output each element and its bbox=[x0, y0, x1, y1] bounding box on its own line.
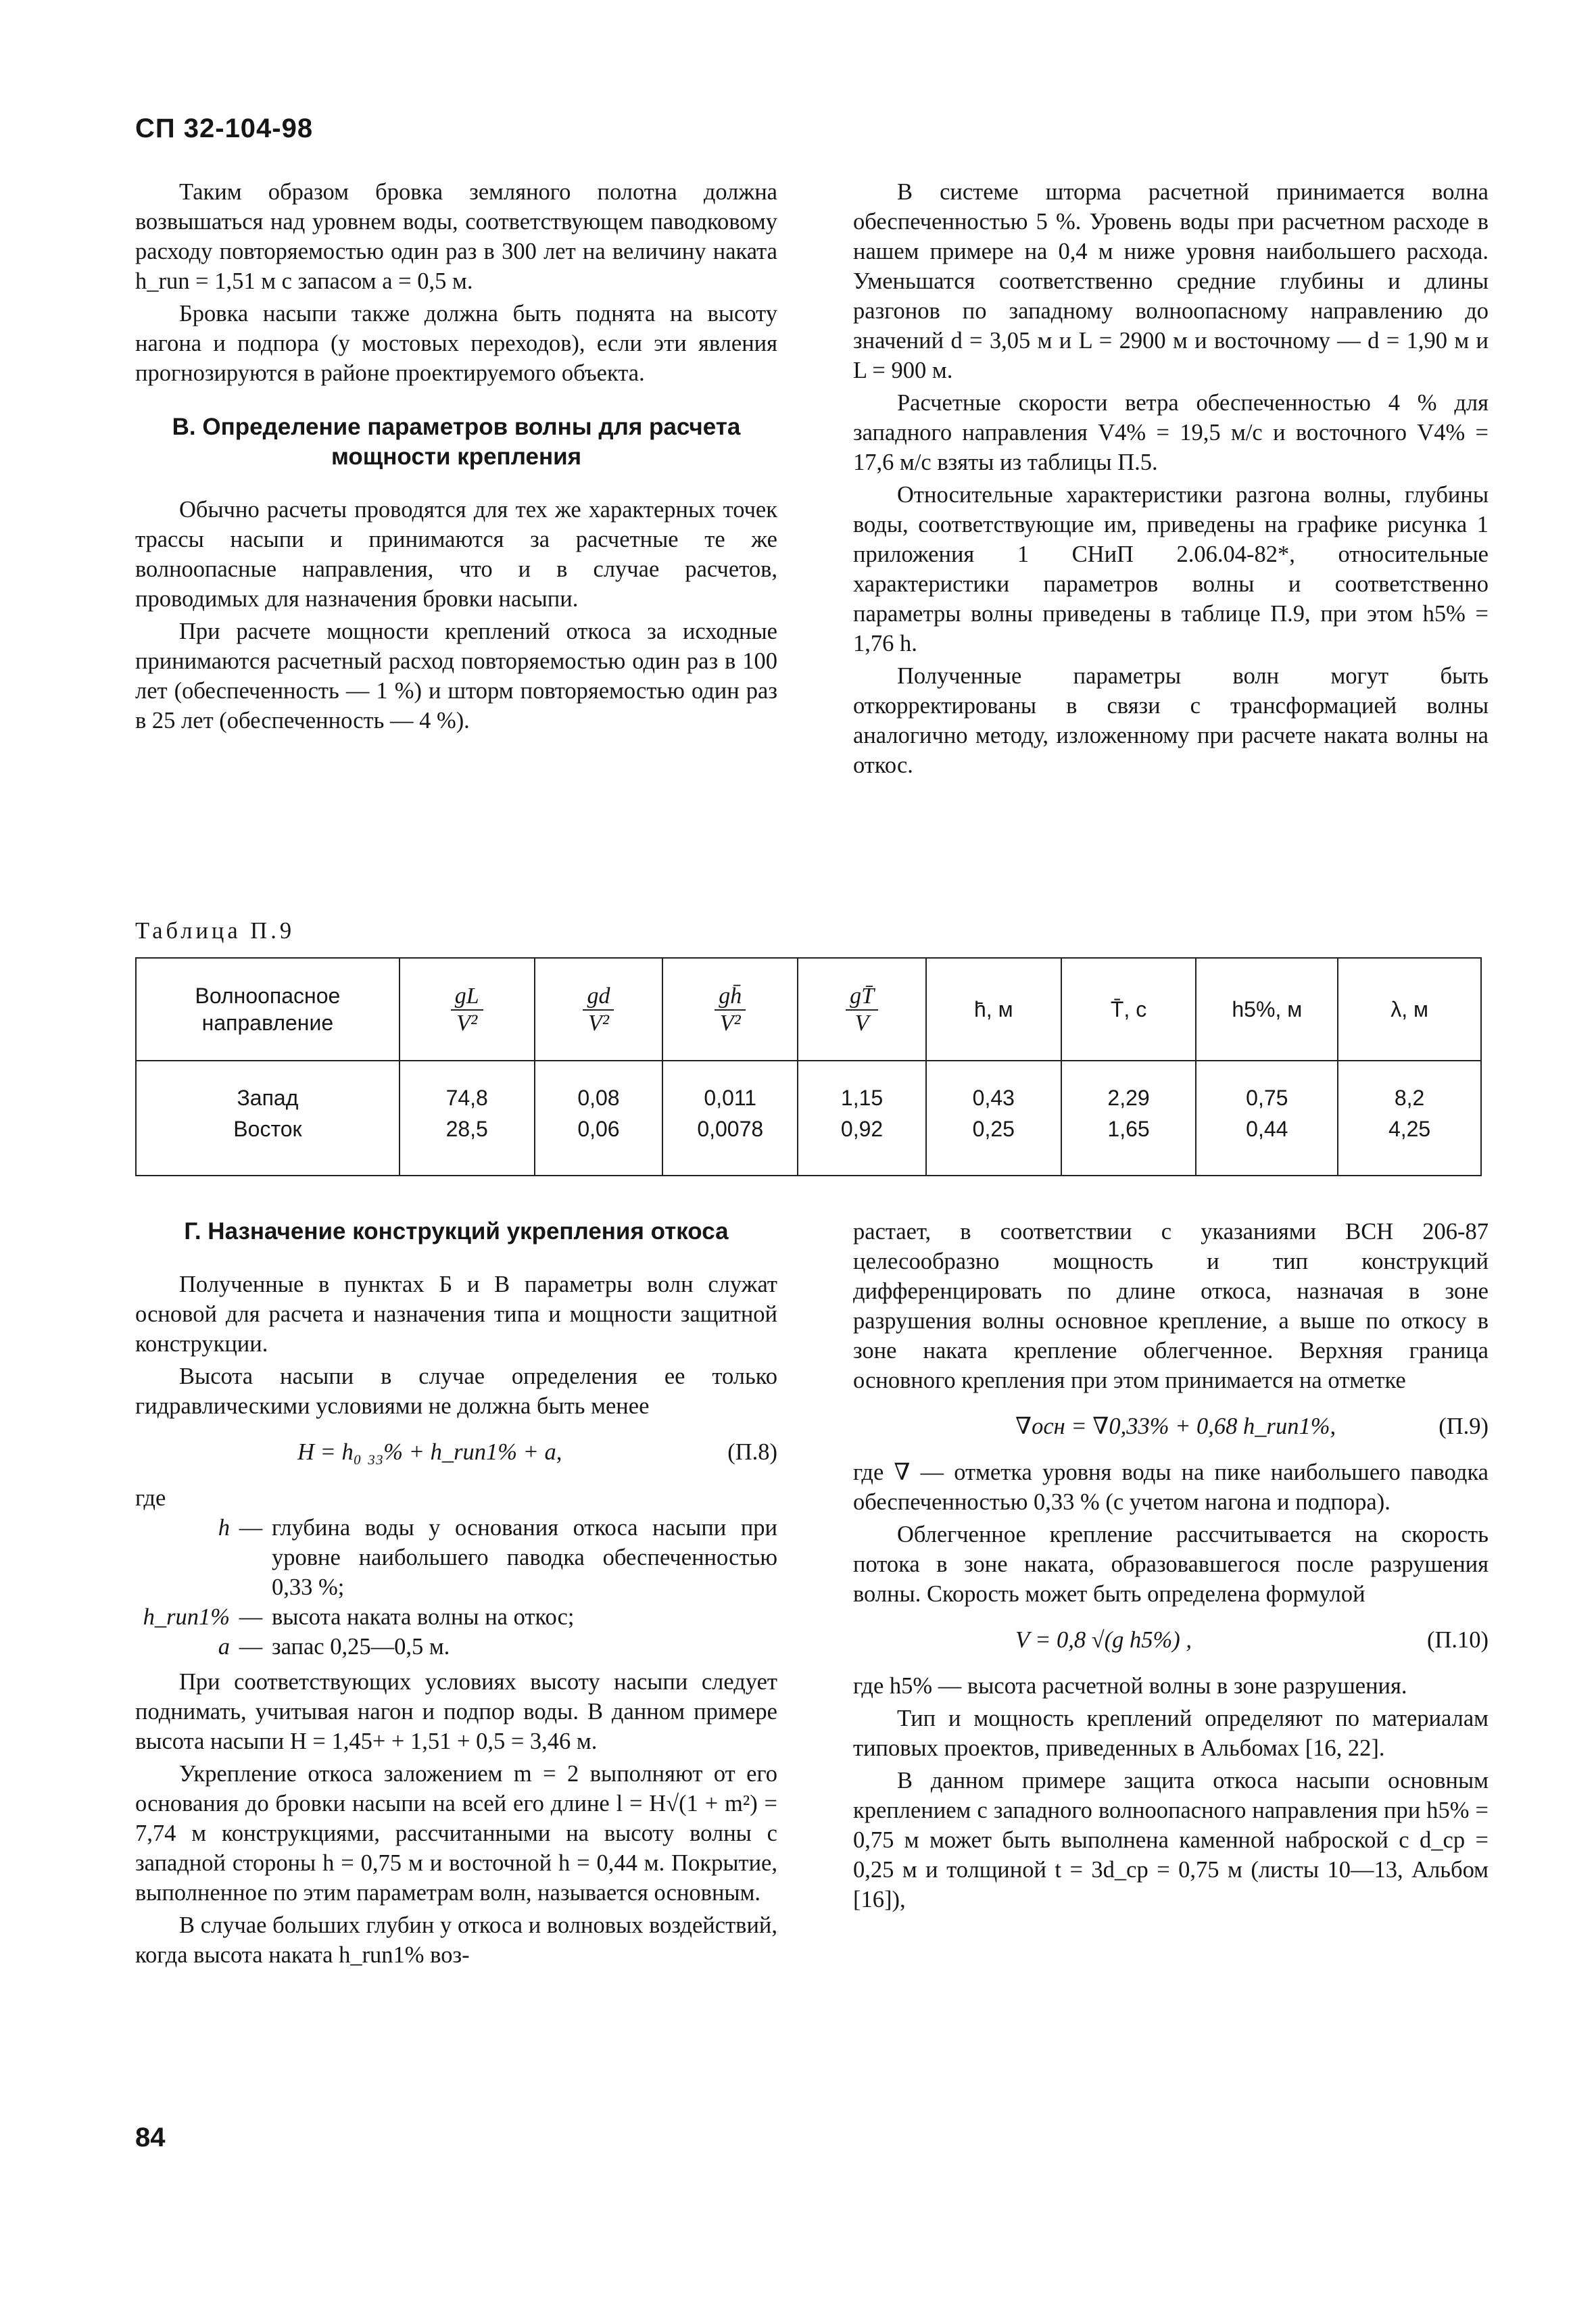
table-cell: 1,65 bbox=[1061, 1117, 1196, 1176]
section-heading-v: В. Определение параметров волны для расчета мощности крепления bbox=[172, 414, 741, 470]
left-column-top bbox=[135, 177, 777, 738]
table-cell: 0,25 bbox=[926, 1117, 1061, 1176]
where-symbol: a bbox=[218, 1634, 230, 1660]
where-paragraph: где ∇ — отметка уровня воды на пике наибольшего паводка обеспеченностью 0,33 % (с учетом нагона и подпора). bbox=[853, 1459, 1489, 1515]
header-gh-over-V2: $\frac{gh̄}{\text{V²}}$ bbox=[662, 958, 798, 1061]
table-cell: 74,8 bbox=[400, 1061, 535, 1117]
where-symbol: h_run1% bbox=[143, 1604, 230, 1630]
header-mean-height: h̄, м bbox=[926, 958, 1061, 1061]
formula-p10 bbox=[853, 1625, 1489, 1655]
header-wavelength: λ, м bbox=[1338, 958, 1481, 1061]
paragraph: При расчете мощности креплений откоса за исходные принимаются расчетный расход повторяемостью один раз в 100 лет (обеспеченность — 1 %) и шторм повторяемостью один раз в 25 лет (обеспеченность — 4 %). bbox=[135, 619, 777, 733]
paragraph: В случае больших глубин у откоса и волновых воздействий, когда высота наката h_run1% воз- bbox=[135, 1912, 777, 1968]
header-gd-over-V2: $\frac{gd}{\text{V²}}$ bbox=[535, 958, 663, 1061]
left-column-bottom bbox=[135, 1217, 777, 1973]
paragraph: Бровка насыпи также должна быть поднята на высоту нагона и подпора (у мостовых переходов), если эти явления прогнозируются в районе проектируемого объекта. bbox=[135, 301, 777, 386]
table-cell: 1,15 bbox=[798, 1061, 926, 1117]
table-cell: 0,44 bbox=[1196, 1117, 1338, 1176]
document-code-header: СП 32-104-98 bbox=[135, 114, 314, 143]
paragraph: В системе шторма расчетной принимается волна обеспеченностью 5 %. Уровень воды при расчетном расходе в нашем примере на 0,4 м ниже уровня наибольшего расхода. Уменьшатся соответственно средние глубины и длины разгонов по западному волноопасному направлению до значений d = 3,05 м и L = 2900 м и восточному — d = 1,90 м и L = 900 м. bbox=[853, 179, 1489, 383]
table-cell: 0,0078 bbox=[662, 1117, 798, 1176]
where-list: где h — глубина воды у основания откоса насыпи при уровне наибольшего паводка обеспеченностью 0,33 %; h_run1% — высота наката волны на откос; a — запас 0,25—0,5 м. bbox=[135, 1483, 777, 1662]
table-cell: Восток bbox=[136, 1117, 400, 1176]
table-cell: 0,92 bbox=[798, 1117, 926, 1176]
where-symbol: h bbox=[218, 1515, 230, 1541]
table-row bbox=[136, 1061, 1481, 1117]
paragraph: Укрепление откоса заложением m = 2 выполняют от его основания до бровки насыпи на всей его длине l = H√(1 + m²) = 7,74 м конструкциями, рассчитанными на высоту волны с западной стороны h = 0,75 м и восточной h = 0,44 м. Покрытие, выполненное по этим параметрам волн, называется основным. bbox=[135, 1761, 777, 1906]
formula-number: (П.8) bbox=[727, 1439, 777, 1465]
paragraph: В данном примере защита откоса насыпи основным креплением с западного волноопасного направления при h5% = 0,75 м может быть выполнена каменной наброской с d_ср = 0,25 м и толщиной t = 3d_ср = 0,75 м (листы 10—13, Альбом [16]), bbox=[853, 1768, 1489, 1912]
paragraph: растает, в соответствии с указаниями ВСН 206-87 целесообразно мощность и тип конструкций дифференцировать по длине откоса, назначая в зоне разрушения волны основное крепление, а выше по откосу в зоне наката крепление облегченное. Верхняя граница основного крепления при этом принимается на отметке bbox=[853, 1219, 1489, 1393]
formula-expression: H = h₀ ₃₃% + h_run1% + a, bbox=[297, 1439, 562, 1465]
where-definition: высота наката волны на откос; bbox=[272, 1604, 575, 1630]
paragraph: Тип и мощность креплений определяют по материалам типовых проектов, приведенных в Альбомах [16, 22]. bbox=[853, 1706, 1489, 1761]
where-label: где bbox=[135, 1485, 166, 1511]
formula-expression: V = 0,8 √(g h5%) , bbox=[1015, 1627, 1192, 1653]
right-column-bottom bbox=[853, 1217, 1489, 1917]
right-column-top bbox=[853, 177, 1489, 783]
table-row bbox=[136, 1117, 1481, 1176]
table-cell: 0,43 bbox=[926, 1061, 1061, 1117]
paragraph: Относительные характеристики разгона волны, глубины воды, соответствующие им, приведены на графике рисунка 1 приложения 1 СНиП 2.06.04-82*, относительные характеристики параметров волны и соответственно параметры волны приведены в таблице П.9, при этом h5% = 1,76 h. bbox=[853, 482, 1489, 656]
formula-number: (П.10) bbox=[1426, 1627, 1489, 1653]
paragraph: При соответствующих условиях высоту насыпи следует поднимать, учитывая нагон и подпор воды. В данном примере высота насыпи H = 1,45+ + 1,51 + 0,5 = 3,46 м. bbox=[135, 1669, 777, 1754]
table-cell: 28,5 bbox=[400, 1117, 535, 1176]
table-cell: 2,29 bbox=[1061, 1061, 1196, 1117]
formula-p8 bbox=[135, 1437, 777, 1467]
table-header-row bbox=[136, 958, 1481, 1061]
formula-expression: ∇осн = ∇0,33% + 0,68 h_run1%, bbox=[1015, 1414, 1336, 1439]
page-number: 84 bbox=[135, 2123, 166, 2152]
header-gT-over-V: $\frac{gT̄}{V}$ bbox=[798, 958, 926, 1061]
paragraph: Облегченное крепление рассчитывается на скорость потока в зоне наката, образовавшегося после разрушения волны. Скорость может быть определена формулой bbox=[853, 1522, 1489, 1607]
paragraph: Полученные в пунктах Б и В параметры волн служат основой для расчета и назначения типа и мощности защитной конструкции. bbox=[135, 1272, 777, 1357]
formula-p9 bbox=[853, 1412, 1489, 1441]
table-cell: 0,75 bbox=[1196, 1061, 1338, 1117]
paragraph: Обычно расчеты проводятся для тех же характерных точек трассы насыпи и принимаются за расчетные те же волноопасные направления, что и в случае расчетов, проводимых для назначения бровки насыпи. bbox=[135, 497, 777, 612]
paragraph: Расчетные скорости ветра обеспеченностью 4 % для западного направления V4% = 19,5 м/с и восточного V4% = 17,6 м/с взяты из таблицы П.5. bbox=[853, 390, 1489, 475]
header-h5-percent: h5%, м bbox=[1196, 958, 1338, 1061]
where-definition: запас 0,25—0,5 м. bbox=[272, 1634, 450, 1660]
table-cell: 0,08 bbox=[535, 1061, 663, 1117]
where-definition: глубина воды у основания откоса насыпи при уровне наибольшего паводка обеспеченностью 0,33 %; bbox=[272, 1515, 777, 1600]
formula-number: (П.9) bbox=[1438, 1414, 1489, 1439]
where-paragraph: где h5% — высота расчетной волны в зоне разрушения. bbox=[853, 1673, 1407, 1699]
table-caption: Таблица П.9 bbox=[135, 918, 295, 944]
paragraph: Полученные параметры волн могут быть откорректированы в связи с трансформацией волны аналогично методу, изложенному при расчете наката волны на откос. bbox=[853, 663, 1489, 778]
paragraph: Высота насыпи в случае определения ее только гидравлическими условиями не должна быть менее bbox=[135, 1364, 777, 1419]
wave-parameters-table bbox=[135, 957, 1482, 1176]
table-cell: 0,06 bbox=[535, 1117, 663, 1176]
table-cell: 4,25 bbox=[1338, 1117, 1481, 1176]
header-period: T̄, с bbox=[1061, 958, 1196, 1061]
section-heading-g: Г. Назначение конструкций укрепления откоса bbox=[184, 1218, 729, 1245]
table-cell: 8,2 bbox=[1338, 1061, 1481, 1117]
table-cell: Запад bbox=[136, 1061, 400, 1117]
paragraph: Таким образом бровка земляного полотна должна возвышаться над уровнем воды, соответствующем паводковому расходу повторяемостью один раз в 300 лет на величину наката h_run = 1,51 м с запасом a = 0,5 м. bbox=[135, 179, 777, 294]
table-cell: 0,011 bbox=[662, 1061, 798, 1117]
header-gL-over-V2: $\frac{gL}{\text{V²}}$ bbox=[400, 958, 535, 1061]
header-direction: Волноопасное направление bbox=[136, 958, 400, 1061]
